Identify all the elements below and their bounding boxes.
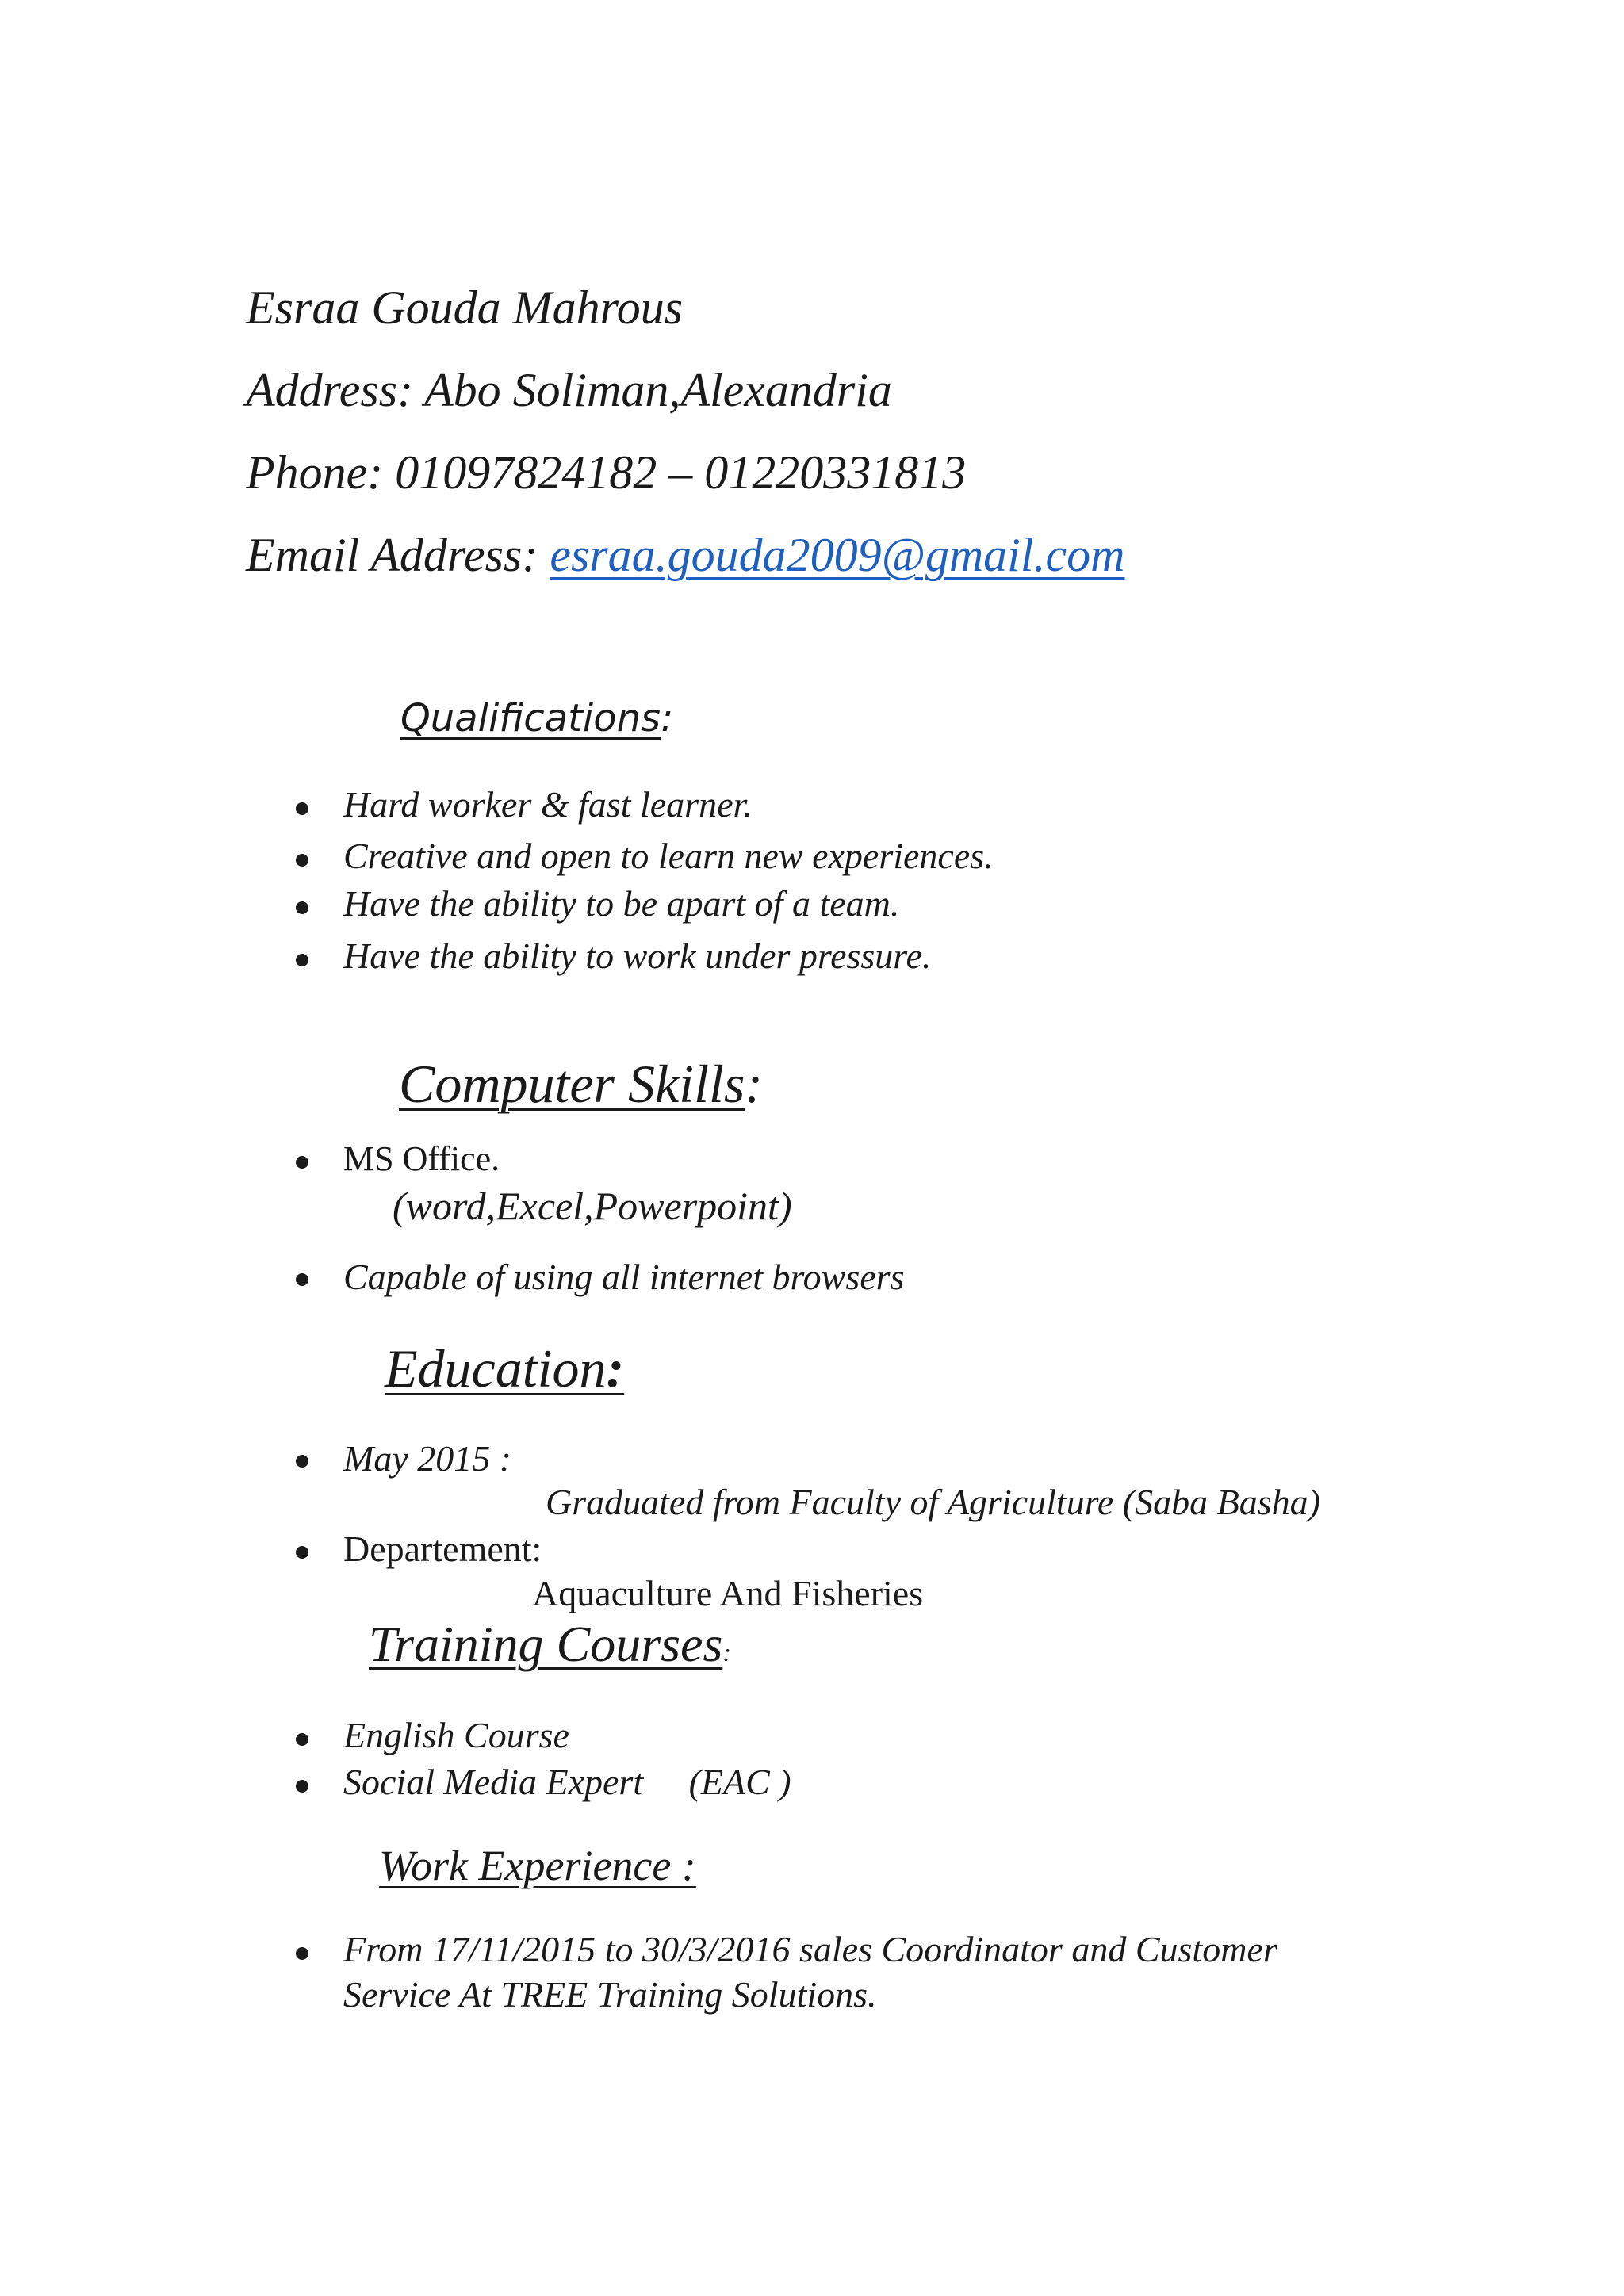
education-title: Education — [385, 1338, 607, 1399]
education-heading — [385, 1338, 625, 1399]
bullet-icon — [296, 901, 308, 914]
qualifications-heading — [400, 696, 674, 740]
training-heading — [369, 1616, 731, 1672]
computer-skills-heading — [399, 1054, 763, 1114]
phone-line: Phone: 01097824182 – 01220331813 — [246, 446, 967, 499]
skill-item: MS Office. — [343, 1139, 500, 1178]
education-date: May 2015 : — [343, 1438, 512, 1479]
bullet-icon — [296, 802, 308, 815]
training-colon: : — [722, 1638, 731, 1667]
qualification-item: Have the ability to be apart of a team. — [343, 883, 900, 924]
bullet-icon — [296, 1947, 308, 1960]
training-title: Training Courses — [369, 1616, 723, 1672]
qualification-item: Creative and open to learn new experiences. — [343, 836, 994, 876]
qualification-item: Hard worker & fast learner. — [343, 784, 753, 825]
address-line: Address: Abo Soliman,Alexandria — [246, 364, 892, 416]
bullet-icon — [296, 1546, 308, 1559]
qualification-item: Have the ability to work under pressure. — [343, 936, 932, 976]
education-degree: Graduated from Faculty of Agriculture (Saba Basha) — [546, 1482, 1320, 1522]
work-item-line: From 17/11/2015 to 30/3/2016 sales Coordinator and Customer — [343, 1929, 1277, 1969]
department-value: Aquaculture And Fisheries — [532, 1573, 924, 1613]
computer-skills-colon: : — [745, 1054, 763, 1114]
work-experience-heading: Work Experience : — [379, 1842, 696, 1889]
ms-office-detail: (word,Excel,Powerpoint) — [393, 1184, 792, 1228]
education-colon: : — [606, 1338, 625, 1399]
bullet-icon — [296, 1156, 308, 1169]
skill-item: Capable of using all internet browsers — [343, 1257, 905, 1297]
work-item-line: Service At TREE Training Solutions. — [343, 1974, 877, 2015]
email-link[interactable]: esraa.gouda2009@gmail.com — [550, 529, 1125, 581]
computer-skills-title: Computer Skills — [399, 1054, 745, 1114]
qualifications-title: Qualifications — [400, 696, 661, 740]
bullet-icon — [296, 854, 308, 867]
bullet-icon — [296, 1273, 308, 1286]
training-item: English Course — [343, 1715, 569, 1755]
bullet-icon — [296, 1733, 308, 1746]
applicant-name: Esraa Gouda Mahrous — [246, 281, 684, 334]
bullet-icon — [296, 1780, 308, 1793]
training-item: Social Media Expert (EAC ) — [343, 1762, 791, 1802]
email-label: Email Address: — [246, 529, 550, 581]
qualifications-colon: : — [661, 696, 674, 740]
email-line — [246, 531, 1124, 579]
bullet-icon — [296, 1455, 308, 1468]
bullet-icon — [296, 954, 308, 966]
department-label: Departement: — [343, 1529, 542, 1569]
